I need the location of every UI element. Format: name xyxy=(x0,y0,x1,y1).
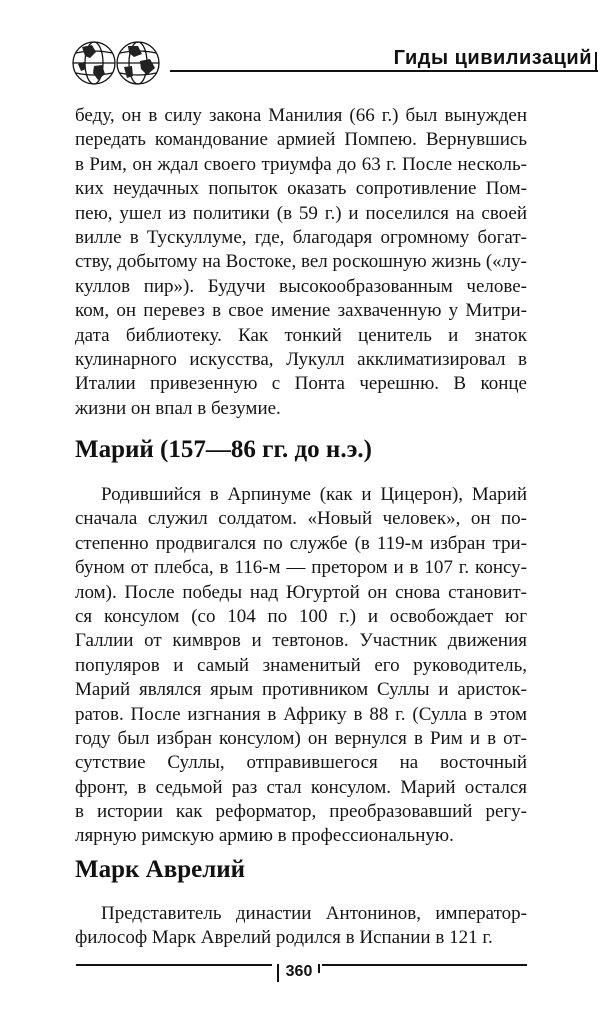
text-line: сутствие Суллы, отправившегося на восточный xyxy=(75,752,527,774)
text-line: фронт, в седьмой раз стал консулом. Марий остался xyxy=(75,776,527,798)
text-line: популяров и самый знаменитый его руководитель, xyxy=(75,654,527,676)
footer-rule xyxy=(322,964,527,966)
text-line: передать командование армией Помпею. Вернувшись xyxy=(75,129,527,151)
page-number: 360 xyxy=(285,963,313,980)
globes-logo xyxy=(72,38,168,88)
footer-tick xyxy=(318,964,320,973)
text-line: степенно продвигался по службе (в 119-м избран три- xyxy=(75,532,527,554)
text-line: пею, ушел из политики (в 59 г.) и поселился на своей xyxy=(75,202,527,224)
section-marcus-aurelius-text xyxy=(75,902,527,951)
text-line: ся консулом (со 104 по 100 г.) и освобождает юг xyxy=(75,605,527,627)
text-line: философ Марк Аврелий родился в Испании в 121 г. xyxy=(75,927,493,949)
text-line: лярную римскую армию в профессиональную. xyxy=(75,825,454,847)
text-line: лом). После победы над Югуртой он снова становит- xyxy=(75,581,527,603)
text-line: вилле в Тускуллуме, где, благодаря огромному богат- xyxy=(75,226,527,248)
heading-marius: Марий (157—86 гг. до н.э.) xyxy=(75,436,372,463)
text-line: беду, он в силу закона Манилия (66 г.) был вынужден xyxy=(75,105,527,126)
header-tick xyxy=(595,52,597,72)
text-line: ству, добытому на Востоке, вел роскошную жизнь («лу- xyxy=(75,251,527,273)
text-line: буном от плебса, в 116-м — претором и в 107 г. консу- xyxy=(75,557,527,579)
text-line: в истории как реформатор, преобразовавший регу- xyxy=(75,801,527,823)
footer-rule xyxy=(76,964,272,966)
header-rule xyxy=(170,70,598,72)
section-marius-text xyxy=(75,483,527,849)
text-line: Марий являлся ярым противником Суллы и аристок- xyxy=(75,679,527,701)
header-title: Гиды цивилизаций xyxy=(393,47,592,69)
text-line: ком, он перевез в свое имение захваченную у Митри- xyxy=(75,300,527,322)
footer-tick xyxy=(277,964,279,982)
text-line: Родившийся в Арпинуме (как и Цицерон), Марий xyxy=(101,484,527,505)
text-line: куллов пир»). Будучи высокообразованным челове- xyxy=(75,275,527,297)
section-lucullus-text xyxy=(75,104,527,421)
text-line: кулинарного искусства, Лукулл акклиматизировал в xyxy=(75,348,527,370)
text-line: в Рим, он ждал своего триумфа до 63 г. После несколь- xyxy=(75,153,527,175)
text-line: дата библиотеку. Как тонкий ценитель и знаток xyxy=(75,324,527,346)
text-line: ких неудачных попыток оказать сопротивление Пом- xyxy=(75,178,527,200)
text-line: жизни он впал в безумие. xyxy=(75,397,281,419)
running-header xyxy=(72,38,592,88)
text-line: Представитель династии Антонинов, император- xyxy=(101,903,527,924)
text-line: году был избран консулом) он вернулся в Рим и в от- xyxy=(75,727,527,749)
text-line: Галлии от кимвров и тевтонов. Участник движения xyxy=(75,630,527,652)
text-line: ратов. После изгнания в Африку в 88 г. (Сулла в этом xyxy=(75,703,527,725)
heading-marcus-aurelius: Марк Аврелий xyxy=(75,856,246,883)
text-line: сначала служил солдатом. «Новый человек», он по- xyxy=(75,508,527,530)
text-line: Италии привезенную с Понта черешню. В конце xyxy=(75,373,527,395)
